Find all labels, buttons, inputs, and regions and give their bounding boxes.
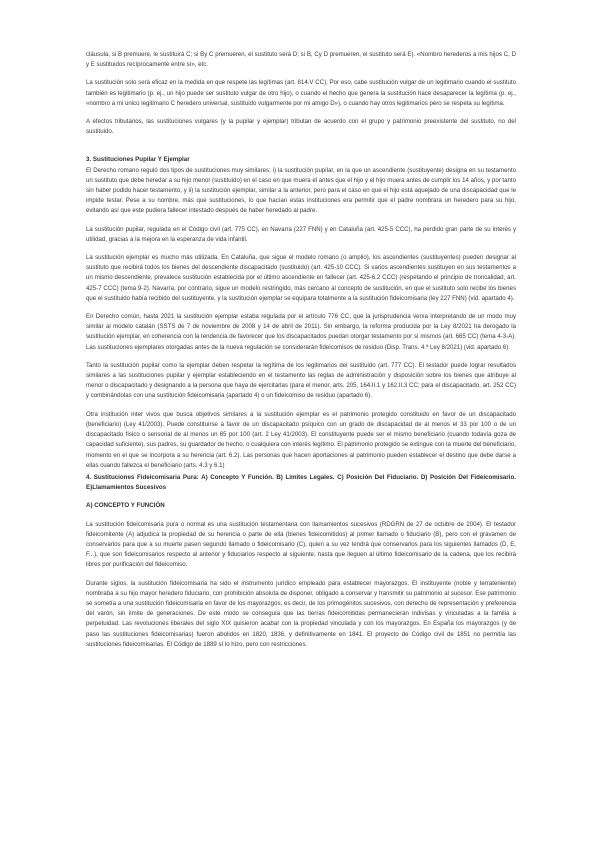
paragraph-fideicomisaria: La sustitución fideicomisaria pura o normal es una sustitución testamentaria con llamamientos sucesivos (RDGRN de 27 de octubre de 2004). El testador fideicomitente (A) adjudica la propiedad de su herencia o parte de ella (bienes fideicomitidos) al primer llamado o fiduciario (B), pero con el gravamen de conservarlos para que a su muerte pasen segundo llamado o fideicomisario (C), quien a su vez tendrá que conservarlos para los siguientes llamados (D, E, F...), que son fideicomisarios respecto al anterior y fiduciarios respecto al siguiente, hasta que lleguen al último fideicomisario de la cadena, que los recibirá libres por purificación del fideicomiso. — [86, 520, 516, 569]
document-page — [86, 50, 516, 658]
paragraph-mayorazgos: Durante siglos, la sustitución fideicomisaria ha sido el instrumento jurídico empleado para establecer mayorazgos. El instituyente (noble y terrateniente) nombraba a su hijo mayor heredero fiduciario, con prohibición absoluta de disponer, obligado a conservar y transmitir su patrimonio al sucesor. Ese patrimonio se sometía a una sustitución fideicomisaria en favor de los mayorazgos, es decir, de los primogénitos sucesivos, con derecho de representación y preferencia del varón, sin límite de generaciones. De este modo se conseguía que las tierras fideicomitidas permanecieran indivisas y vinculadas a la familia a perpetuidad. Las revoluciones liberales del siglo XIX quisieron acabar con la propiedad vinculada y con los mayorazgos. En España los mayorazgos (y de paso las sustituciones fideicomisarias) fueron abolidos en 1820, 1836, y definitivamente en 1841. El proyecto de Código civil de 1851 no permitía las sustituciones fideicomisarias. El Código de 1889 sí lo hizo, pero con restricciones. — [86, 579, 516, 648]
paragraph-derecho-comun: En Derecho común, hasta 2021 la sustitución ejemplar estaba regulada por el artículo 776 CC, que la jurisprudencia venía interpretando de un modo muy similar al modelo catalán (SSTS de 7 de noviembre de 2008 y 14 de abril de 2011). Sin embargo, la reforma producida por la Ley 8/2021 ha derogado la sustitución ejemplar, en coherencia con la tendencia de favorecer que los discapacitados puedan otorgar testamento por sí mismos (art. 665 CC) (tema 4-3-A). Las sustituciones ejemplares otorgadas antes de la nueva regulación se considerarán fideicomisos de residuo (Disp. Trans. 4.ª Ley 8/2021) (vid. apartado 6). — [86, 313, 516, 351]
heading-concepto-funcion: A) CONCEPTO Y FUNCIÓN — [86, 502, 165, 510]
paragraph-substitution-example: cláusula, si B premuere, le sustituirá C; si By C premueren, el sustituto será D; si B, Cy D premueren, el sustituto será E). «Nombro herederos a mis hijos C, D y E sustituidos recíprocamente entre sí», etc. — [86, 51, 516, 69]
heading-section-4: 4. Sustituciones Fideicomisaria Pura: A) Concepto Y Función. B) Límites Legales. C) Posición Del Fiduciario. D) Posición Del Fideicomisario. E)Llamamientos Sucesivos — [86, 473, 516, 492]
paragraph-tax: A efectos tributarios, las sustituciones vulgares (y la pupilar y ejemplar) tributan de acuerdo con el grupo y patrimonio preexistente del sustituto, no del sustituido. — [86, 118, 516, 136]
paragraph-legitima: La sustitución solo será eficaz en la medida en que respete las legítimas (art. 814.V CC). Por eso, cabe sustitución vulgar de un legitimario cuando el sustituto también es legitimario (p. ej., un hijo puede ser sustituto vulgar de otro hijo), o cuando el hecho que genera la sustitución hace desaparecer la legítima (p. ej., «nombro a mi único legitimario C heredero universal, sustituido vulgarmente por mi amigo D»), o cuando hay otros legitimarios pero se respeta su legítima. — [86, 79, 516, 107]
paragraph-patrimonio-protegido: Otra institución inter vivos que busca objetivos similares a la sustitución ejemplar es el patrimonio protegido constituido en favor de un discapacitado (beneficiario) (Ley 41/2003). Puede constituirse a favor de un discapacitado psíquico con un grado de discapacidad de al menos el 33 por 100 o de un discapacitado físico o sensorial de al menos un 65 por 100 (art. 2 Ley 41/2003). El constituyente puede ser el mismo beneficiario (cuando todavía goza de capacidad suficiente), sus padres, su guardador de hecho, o cualquiera con interés legítimo. El patrimonio protegido se extingue con la muerte del beneficiario, momento en el que se incorpora a su herencia (art. 6.2). Las personas que hacen aportaciones al patrimonio pueden establecer el destino que debe darse a ellas cuando fallezca el beneficiario (arts. 4.3 y 6.1) — [86, 410, 516, 469]
paragraph-pupilar: La sustitución pupilar, regulada en el Código civil (art. 775 CC), en Navarra (227 FNN) y en Cataluña (art. 425-5 CCC), ha perdido gran parte de su interés y utilidad, gracias a la mejora en la esperanza de vida infantil. — [86, 225, 516, 243]
paragraph-legitima-pupilar: Tanto la sustitución pupilar como la ejemplar deben respetar la legítima de los legitimarios del sustituido (art. 777 CC). El testador puede lograr resultados similares a las sustituciones pupilar y ejemplar estableciendo en el testamento las reglas de administración y disposición sobre los bienes que atribuye al menor o discapacitado y designando a la persona que haya de ejercitarlas (para el menor, arts. 205, 164.II.1 y 162.II.3 CC; para el discapacitado, art. 252 CC) y combinándolas con una sustitución fideicomisaria (apartado 4) o un fideicomiso de residuo (apartado 6). — [86, 361, 516, 400]
paragraph-roman-law: El Derecho romano reguló dos tipos de sustituciones muy similares: i) la sustitución pupilar, en la que un ascendiente (sustituyente) designa en su testamento un sustituto que debe heredar a su hijo menor (sustituido) en el caso en que muera él antes que el hijo y el hijo muera antes de cumplir los 14 años, y por tanto sin haber podido hacer testamento, y ii) la sustitución ejemplar, similar a la anterior, pero para el caso en que el hijo está aquejado de una discapacidad que le impide testar. Pese a su nombre, más que sustituciones, lo que hacían estas instituciones era permitir que el padre nombrara un heredero para su hijo, evitando así que este pudiera fallecer intestado después de haber heredado al padre. — [86, 166, 516, 215]
heading-section-3: 3. Sustituciones Pupilar Y Ejemplar — [86, 156, 190, 164]
paragraph-ejemplar: La sustitución ejemplar es mucho más utilizada. En Cataluña, que sigue el modelo romano (o amplio), los ascendientes (sustituyentes) pueden designar al sustituto que recibirá todos los bienes del descendiente discapacitado (sustituido) (art. 425-10 CCC). Si varios ascendientes sustituyen en sus testamentos a un mismo descendiente, prevalece sustitución establecida por el último ascendiente en fallecer (art. 425-6.2 CCC) (respetando el principio de troncalidad, art. 425-7 CCC) (tema 9-2). Navarra, por contrario, sigue un modelo restringido, más cercano al concepto de sustitución, en que el sustituto solo recibe los bienes que el sustituido había recibido del sustituyente, y la sustitución ejemplar se equipara totalmente a la sustitución fideicomisaria (ley 227 FNN) (vid. apartado 4). — [86, 254, 516, 302]
